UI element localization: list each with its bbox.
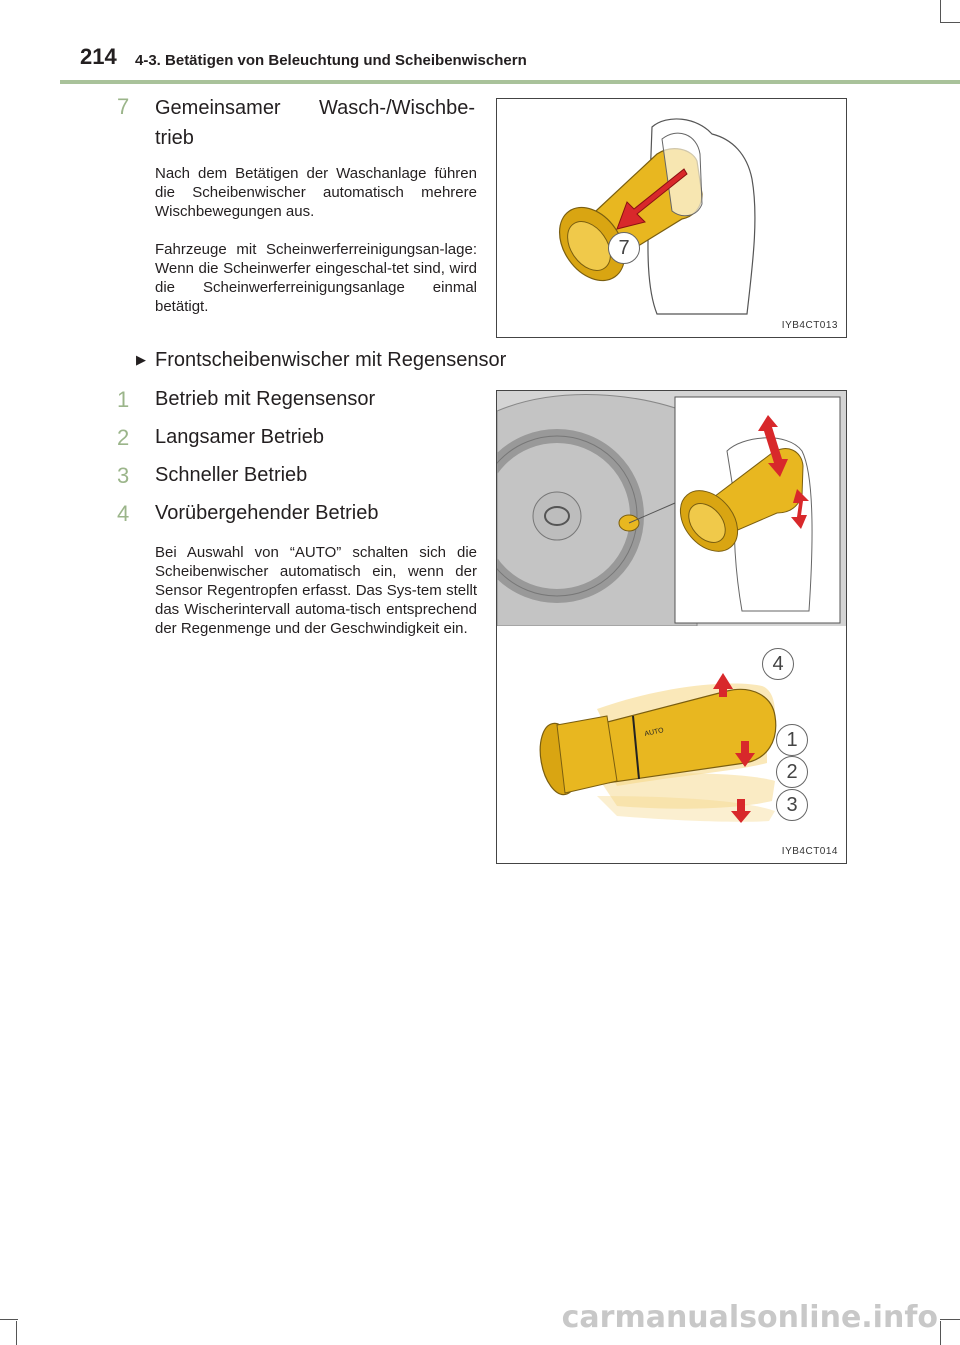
header-rule	[60, 80, 960, 84]
auto-mode-note: Bei Auswahl von “AUTO” schalten sich die Scheibenwischer automatisch ein, wenn der Sensor Regentropfen erfasst. Das Sys-tem stellt das Wischerintervall automa-tisch entsprechend der Regenmenge und der Geschwindigkeit ein.	[155, 544, 477, 637]
chapter-title: 4-3. Betätigen von Beleuchtung und Scheibenwischern	[135, 52, 527, 69]
crop-mark-bottom-right-h	[940, 1319, 960, 1321]
crop-mark-top-right-h	[940, 22, 960, 24]
crop-mark-bottom-right	[940, 1321, 942, 1345]
washer-lever-illustration	[497, 99, 846, 337]
item-number-2: 2	[117, 425, 130, 450]
figure-callout-2: 2	[776, 756, 808, 788]
item-number-1: 1	[117, 387, 130, 412]
watermark: carmanualsonline.info	[561, 1300, 938, 1335]
figure-rain-sensor-wiper	[496, 390, 847, 864]
section-body: Nach dem Betätigen der Waschanlage führen die Scheibenwischer automatisch mehrere Wischbewegungen aus.	[155, 165, 477, 220]
crop-mark-bottom-left-h	[0, 1319, 18, 1321]
item-label-3: Schneller Betrieb	[155, 464, 308, 486]
page-number: 214	[80, 44, 117, 69]
item-number-3: 3	[117, 463, 130, 488]
item-label-4: Vorübergehender Betrieb	[155, 502, 379, 524]
item-label-1: Betrieb mit Regensensor	[155, 388, 376, 410]
section-heading-line2: trieb	[155, 127, 194, 149]
item-number-4: 4	[117, 501, 130, 526]
figure2-code: IYB4CT014	[781, 846, 838, 857]
subsection-title: Frontscheibenwischer mit Regensensor	[155, 349, 507, 371]
figure-callout-3: 3	[776, 789, 808, 821]
item-number-7: 7	[117, 94, 130, 119]
figure-code: IYB4CT013	[781, 320, 838, 331]
section-heading-line1: Gemeinsamer Wasch-/Wischbe-	[155, 97, 475, 119]
section-body-2: Fahrzeuge mit Scheinwerferreinigungsan-lage: Wenn die Scheinwerfer eingeschal-tet sind, wird die Scheinwerferreinigungsanlage einmal betätigt.	[155, 241, 477, 315]
item-label-2: Langsamer Betrieb	[155, 426, 324, 448]
lever-auto-label: AUTO	[643, 727, 665, 738]
figure-callout-4: 4	[762, 648, 794, 680]
figure-callout-7: 7	[608, 232, 640, 264]
subsection-arrow-icon: ▶	[136, 352, 146, 367]
figure-washer-lever	[496, 98, 847, 338]
crop-mark-bottom-left	[16, 1321, 18, 1345]
crop-mark-top-right	[940, 0, 942, 22]
figure-callout-1: 1	[776, 724, 808, 756]
